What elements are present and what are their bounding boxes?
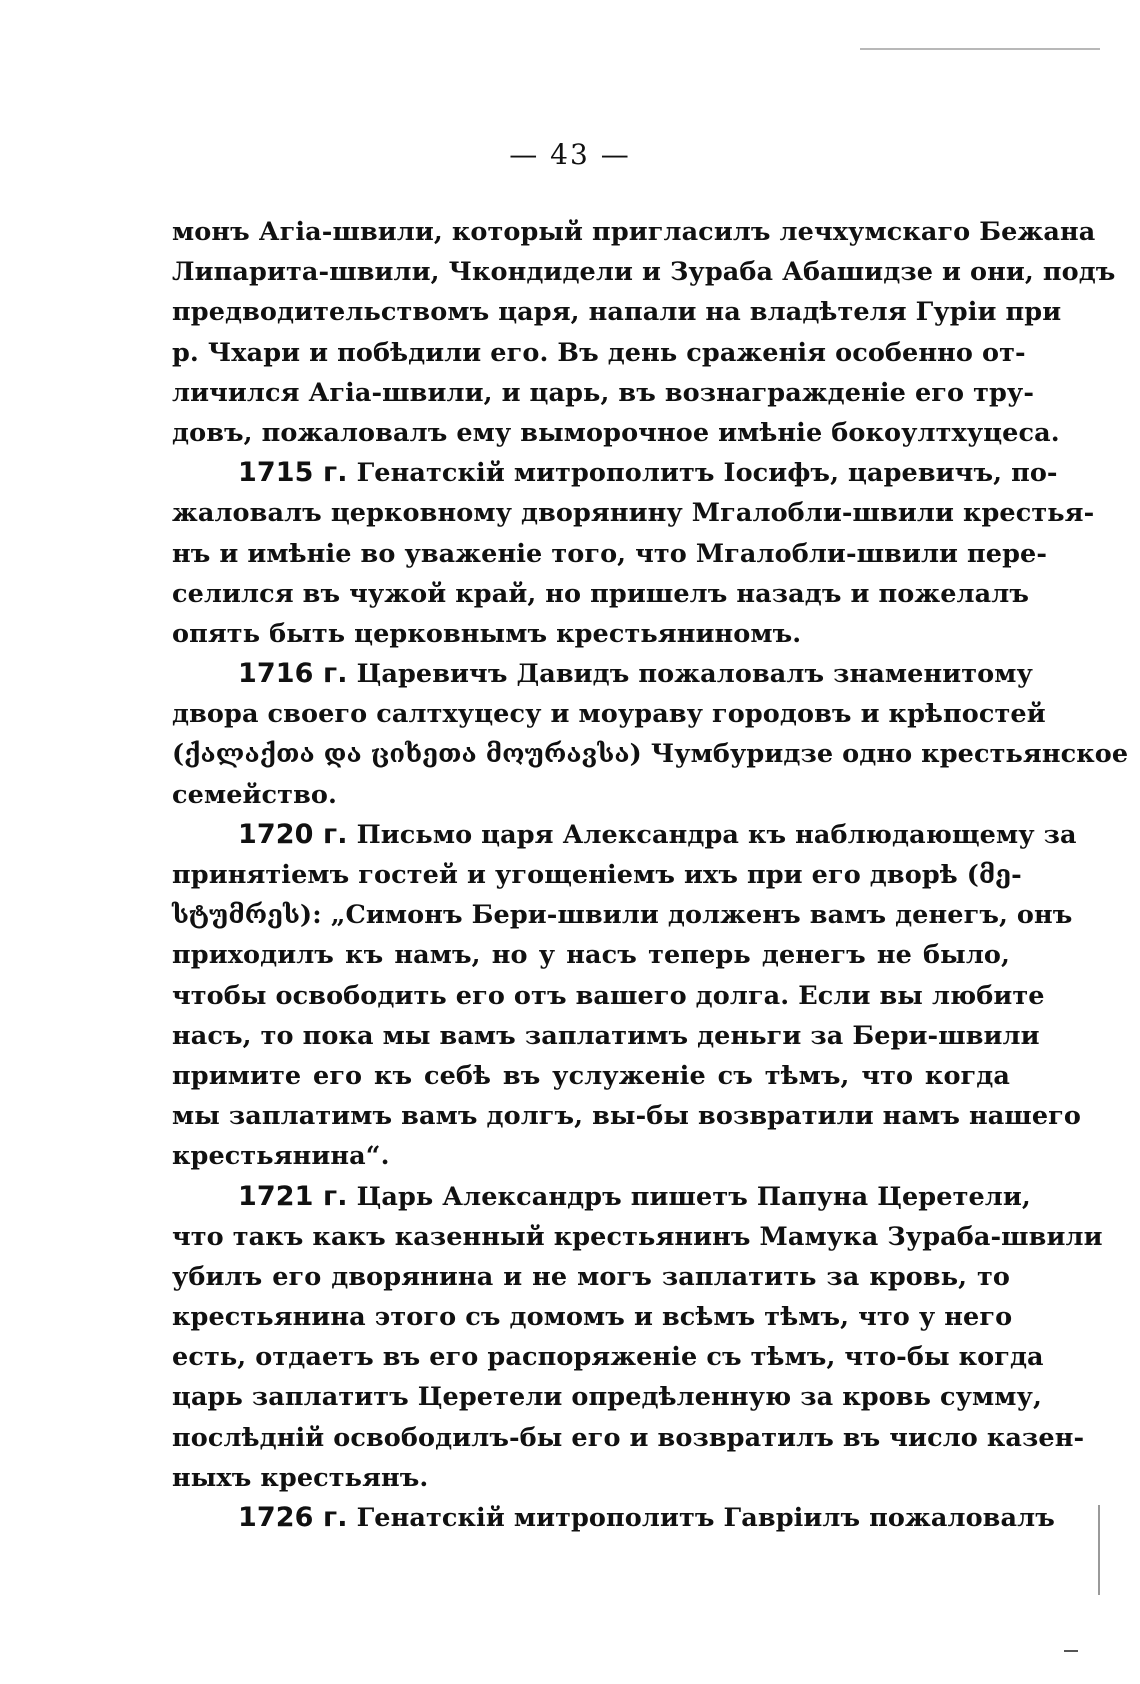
scan-mark: [1064, 1650, 1078, 1652]
entry-text: Генатскій митрополитъ Іосифъ, царевичъ, по-: [347, 458, 1058, 489]
text-line: нъ и имѣніе во уваженіе того, что Мгалобли-швили пере-: [172, 538, 1048, 569]
scan-edge-line-right: [1098, 1505, 1100, 1595]
text-line: довъ, пожаловалъ ему выморочное имѣніе бокоултхуцеса.: [172, 417, 1060, 448]
entry-text: Царь Александръ пишетъ Папуна Церетели,: [347, 1181, 1031, 1212]
text-line: селился въ чужой край, но пришелъ назадъ и пожелалъ: [172, 578, 1029, 609]
text-line: послѣдній освободилъ-бы его и возвратилъ въ число казен-: [172, 1422, 1085, 1453]
entry-text: Царевичъ Давидъ пожаловалъ знаменитому: [347, 659, 1033, 690]
text-line: [172, 1498, 1055, 1538]
text-line: монъ Агіа-швили, который пригласилъ лечхумскаго Бежана: [172, 217, 1096, 247]
text-line: крестьянина“.: [172, 1141, 390, 1172]
text-line: двора своего салтхуцесу и моураву городовъ и крѣпостей: [172, 699, 1046, 730]
text-line: крестьянина этого съ домомъ и всѣмъ тѣмъ, что у него: [172, 1302, 1013, 1333]
text-line: р. Чхари и побѣдили его. Въ день сраженія особенно от-: [172, 337, 1026, 368]
text-line: [172, 654, 1033, 694]
text-line: ныхъ крестьянъ.: [172, 1462, 429, 1493]
entry-year: 1726 г.: [238, 1502, 348, 1533]
text-line: мы заплатимъ вамъ долгъ, вы-бы возвратили намъ нашего: [172, 1101, 1082, 1132]
text-line: (ქალაქთა და ციხეთა მოურავსა) Чумбуридзе одно крестьянское: [172, 739, 1129, 770]
scan-edge-line: [860, 48, 1100, 50]
entry-text: Письмо царя Александра къ наблюдающему за: [347, 819, 1077, 850]
text-line: есть, отдаетъ въ его распоряженіе съ тѣмъ, что-бы когда: [172, 1342, 1044, 1373]
entry-year: 1715 г.: [238, 457, 348, 489]
body-text: [172, 212, 1129, 1538]
text-line: семейство.: [172, 779, 337, 810]
text-line: опять быть церковнымъ крестьяниномъ.: [172, 618, 802, 649]
text-line: [172, 815, 1077, 855]
text-line: принятіемъ гостей и угощеніемъ ихъ при его дворѣ (მე-: [172, 860, 1022, 890]
text-line: предводительствомъ царя, напали на владѣтеля Гуріи при: [172, 297, 1062, 328]
entry-year: 1720 г.: [238, 818, 348, 850]
text-line: [172, 1177, 1031, 1217]
entry-year: 1721 г.: [238, 1180, 348, 1212]
text-line: чтобы освободить его отъ вашего долга. Если вы любите: [172, 980, 1045, 1011]
entry-year: 1716 г.: [238, 658, 348, 690]
text-line: личился Агіа-швили, и царь, въ вознагражденіе его тру-: [172, 377, 1035, 408]
text-line: жаловалъ церковному дворянину Мгалобли-швили крестья-: [172, 498, 1095, 529]
text-line: убилъ его дворянина и не могъ заплатить за кровь, то: [172, 1261, 1010, 1292]
page-number: — 43 —: [509, 138, 631, 171]
text-line: приходилъ къ намъ, но у насъ теперь денегъ не было,: [172, 940, 1010, 971]
text-line: что такъ какъ казенный крестьянинъ Мамука Зураба-швили: [172, 1221, 1103, 1252]
text-line: სტუმრეს): „Симонъ Бери-швили долженъ вамъ денегъ, онъ: [172, 900, 1073, 931]
text-line: царь заплатитъ Церетели опредѣленную за кровь сумму,: [172, 1382, 1042, 1413]
entry-text: Генатскій митрополитъ Гавріилъ пожаловалъ: [347, 1503, 1055, 1533]
text-line: Липарита-швили, Чкондидели и Зураба Абашидзе и они, подъ: [172, 257, 1116, 288]
text-line: примите его къ себѣ въ услуженіе съ тѣмъ, что когда: [172, 1060, 1010, 1091]
text-line: насъ, то пока мы вамъ заплатимъ деньги за Бери-швили: [172, 1020, 1040, 1051]
text-line: [172, 453, 1058, 493]
